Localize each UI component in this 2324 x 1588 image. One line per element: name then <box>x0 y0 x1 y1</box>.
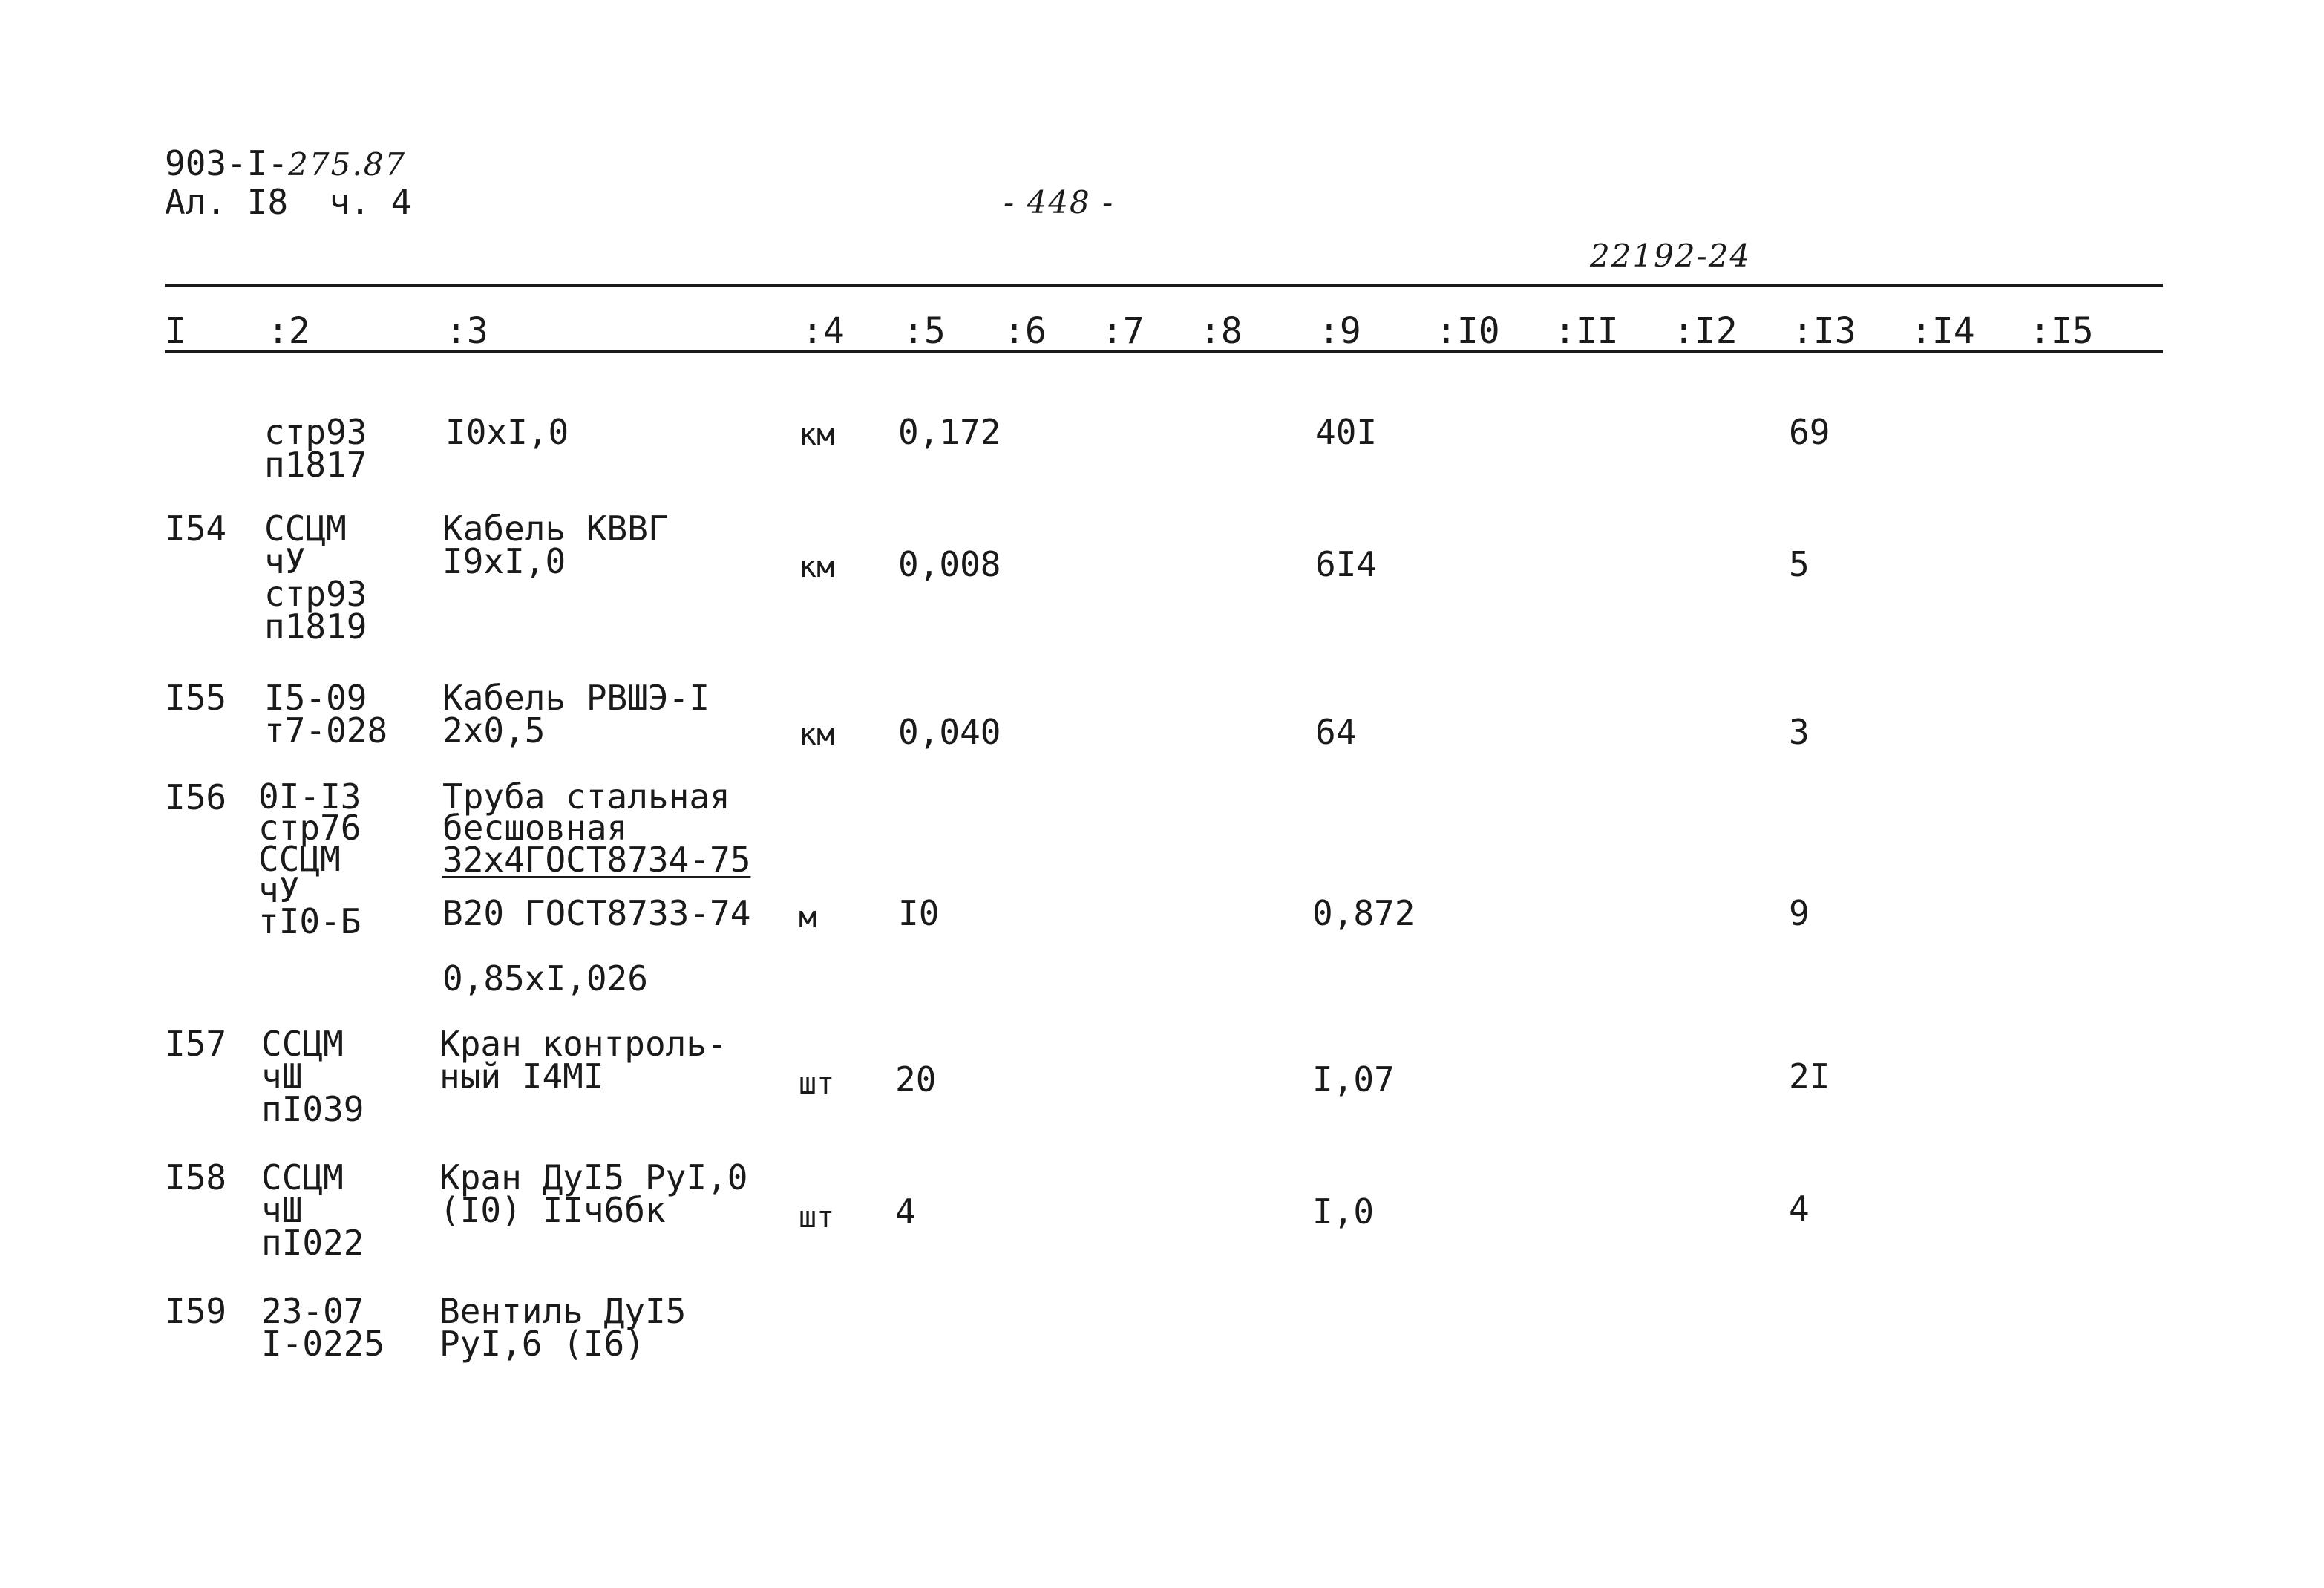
table-row-code: 0I-I3 стр76 ССЦМ чУ тI0-Б <box>258 777 361 941</box>
table-row-unit: км <box>799 718 835 752</box>
table-row-col9: 64 <box>1315 712 1357 752</box>
table-row-name-top: Труба стальная бесшовная <box>442 777 730 848</box>
table-row-col13: 69 <box>1789 412 1830 452</box>
table-row-name: Кран контроль- ный I4MI <box>439 1024 727 1097</box>
table-row-num: I59 <box>165 1291 227 1331</box>
table-row-unit: шт <box>799 1200 835 1235</box>
table-row-col9: I,0 <box>1312 1192 1375 1232</box>
table-row-name: Вентиль ДуI5 РуI,6 (I6) <box>439 1291 687 1364</box>
col-header-6: :6 <box>1004 310 1047 352</box>
table-row-qty: 0,008 <box>898 544 1001 584</box>
table-row-col9: 40I <box>1315 412 1378 452</box>
col-header-1: I <box>165 310 186 352</box>
table-row-code: ССЦМ чШ пI039 <box>261 1024 364 1129</box>
col-header-3: :3 <box>445 310 488 352</box>
table-row-name: Кабель КВВГ I9xI,0 <box>442 509 669 581</box>
table-row-num: I55 <box>165 678 227 718</box>
col-header-9: :9 <box>1318 310 1361 352</box>
table-row-num: I54 <box>165 509 227 549</box>
col-header-4: :4 <box>802 310 845 352</box>
table-row-qty: 0,172 <box>898 412 1001 452</box>
table-row-qty: 4 <box>895 1192 916 1232</box>
col-header-15: :I5 <box>2029 310 2094 352</box>
page-number: - 448 - <box>1004 184 1115 220</box>
table-row-col13: 4 <box>1789 1189 1810 1229</box>
col-header-13: :I3 <box>1792 310 1856 352</box>
table-row-col13: 3 <box>1789 712 1810 752</box>
table-row-num: I58 <box>165 1157 227 1197</box>
col-header-2: :2 <box>267 310 310 352</box>
table-row-name: I0xI,0 <box>445 412 569 452</box>
table-row-unit: м <box>799 901 817 935</box>
doc-code-handwritten: 275.87 <box>288 146 407 183</box>
table-row-col9: I,07 <box>1312 1059 1395 1099</box>
doc-code-prefix: 903-I- <box>165 143 289 183</box>
col-header-7: :7 <box>1102 310 1145 352</box>
table-row-name: Кабель РВШЭ-I 2x0,5 <box>442 678 710 751</box>
col-header-14: :I4 <box>1911 310 1975 352</box>
table-row-name-bot: 0,85xI,026 <box>442 958 648 999</box>
table-row-num: I56 <box>165 777 227 817</box>
table-row-code: стр93 п1817 <box>264 412 367 485</box>
table-row-qty: I0 <box>898 893 940 933</box>
table-row-col9: 6I4 <box>1315 544 1378 584</box>
table-row-name-mid: В20 ГОСТ8733-74 <box>442 893 751 933</box>
top-rule <box>165 284 2163 287</box>
table-row-code: 23-07 I-0225 <box>261 1291 385 1364</box>
col-header-12: :I2 <box>1673 310 1738 352</box>
table-row-num: I57 <box>165 1024 227 1064</box>
col-header-10: :I0 <box>1436 310 1500 352</box>
table-row-unit: км <box>799 550 835 584</box>
table-row-col13: 2I <box>1789 1056 1830 1097</box>
table-row-name: Кран ДуI5 РуI,0 (I0) IIч6бк <box>439 1157 748 1230</box>
table-row-code: ССЦМ чУ стр93 п1819 <box>264 509 367 647</box>
col-header-5: :5 <box>903 310 946 352</box>
table-row-col13: 9 <box>1789 893 1810 933</box>
doc-number: 22192-24 <box>1590 238 1752 274</box>
table-row-code: I5-09 т7-028 <box>264 678 388 751</box>
table-row-name-underlined: 32x4ГОСТ8734-75 <box>442 840 751 880</box>
table-row-col13: 5 <box>1789 544 1810 584</box>
col-header-11: :II <box>1554 310 1619 352</box>
table-row-unit: шт <box>799 1067 835 1101</box>
table-row-col9: 0,872 <box>1312 893 1415 933</box>
doc-code <box>165 144 406 184</box>
table-row-unit: км <box>799 418 835 452</box>
col-header-8: :8 <box>1199 310 1243 352</box>
table-row-code: ССЦМ чШ пI022 <box>261 1157 364 1263</box>
table-row-qty: 0,040 <box>898 712 1001 752</box>
album-line: Ал. I8 ч. 4 <box>165 182 412 222</box>
table-row-qty: 20 <box>895 1059 937 1099</box>
